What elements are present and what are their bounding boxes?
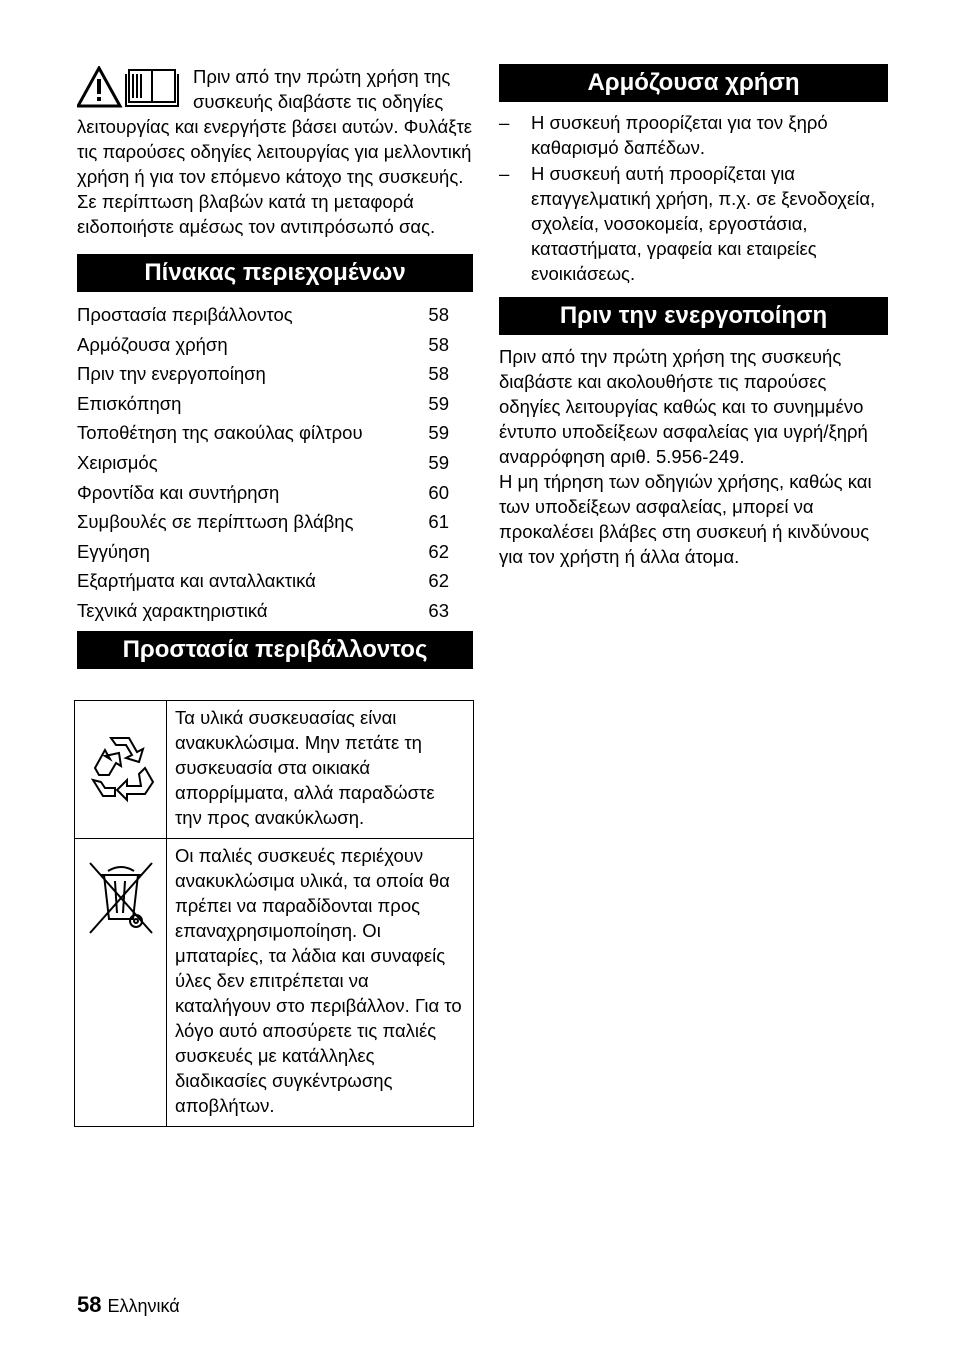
- page-footer: [77, 1292, 180, 1318]
- toc-entry-label: Αρμόζουσα χρήση: [77, 333, 228, 355]
- warning-triangle-icon: [78, 68, 120, 106]
- toc-entry-label: Εγγύηση: [77, 540, 150, 562]
- toc-entry-page: 59: [428, 392, 449, 414]
- left-column: [77, 64, 473, 1127]
- toc-entry-label: Προστασία περιβάλλοντος: [77, 304, 293, 325]
- toc-entry-label: Συμβουλές σε περίπτωση βλάβης: [77, 511, 354, 533]
- environment-table: [74, 700, 474, 1127]
- open-book-icon: [126, 70, 178, 106]
- toc-entry-label: Επισκόπηση: [77, 392, 182, 414]
- toc-entry-page: 62: [428, 540, 449, 562]
- toc-row: [77, 537, 473, 567]
- toc-entry-page: 60: [428, 481, 449, 503]
- recycling-icon-cell: [75, 700, 167, 838]
- bin-icon-cell: [75, 838, 167, 1126]
- proper-use-heading: Αρμόζουσα χρήση: [499, 64, 888, 102]
- before-start-paragraph-2: Η μη τήρηση των οδηγιών χρήσης, καθώς και των υποδείξεων ασφαλείας, μπορεί να προκαλέσει βλάβες στη συσκευή ή κινδύνους για τον χρήστη ή άλλα άτομα.: [499, 471, 872, 567]
- proper-use-item-text: Η συσκευή αυτή προορίζεται για επαγγελματική χρήση, π.χ. σε ξενοδοχεία, σχολεία, νοσοκομεία, εργοστάσια, καταστήματα, γραφεία και εταιρείες ενοικιάσεως.: [531, 163, 876, 284]
- toc-row: [77, 418, 473, 448]
- toc-entry-page: 58: [428, 304, 449, 325]
- list-dash: –: [499, 112, 510, 133]
- recycling-icon: [83, 728, 159, 804]
- right-column: [499, 64, 888, 569]
- disposal-text: Οι παλιές συσκευές περιέχουν ανακυκλώσιμα υλικά, τα οποία θα πρέπει να παραδίδονται προς επαναχρησιμοποίηση. Οι μπαταρίες, τα λάδια και συναφείς ύλες δεν επιτρέπεται να καταλήγουν στο περιβάλλον. Για το λόγο αυτό αποσύρετε τις παλιές συσκευές με κατάλληλες διαδικασίες συγκέντρωσης αποβλήτων.: [167, 838, 474, 1126]
- page-number: 58: [77, 1292, 102, 1317]
- toc-entry-label: Πριν την ενεργοποίηση: [77, 363, 266, 385]
- intro-icons: [77, 66, 179, 110]
- intro-paragraph-1: Πριν από την πρώτη χρήση της συσκευής διαβάστε τις οδηγίες λειτουργίας και ενεργήστε βάσει αυτών. Φυλάξτε τις παρούσες οδηγίες λειτουργίας για μελλοντική χρήση ή για τον επόμενο κάτοχο της συσκευής.: [77, 66, 473, 187]
- toc-row: [77, 300, 473, 330]
- list-dash: –: [499, 163, 510, 184]
- toc-entry-page: 63: [428, 599, 449, 621]
- proper-use-item: [499, 161, 888, 286]
- toc-row: [77, 478, 473, 508]
- proper-use-item-text: Η συσκευή προορίζεται για τον ξηρό καθαρισμό δαπέδων.: [531, 112, 828, 158]
- toc-row: [77, 566, 473, 596]
- toc-entry-label: Τεχνικά χαρακτηριστικά: [77, 599, 268, 621]
- intro-paragraph-2: Σε περίπτωση βλαβών κατά τη μεταφορά ειδοποιήστε αμέσως τον αντιπρόσωπό σας.: [77, 191, 436, 237]
- before-start-heading: Πριν την ενεργοποίηση: [499, 297, 888, 335]
- environment-heading: Προστασία περιβάλλοντος: [77, 631, 473, 669]
- toc-entry-page: 61: [428, 511, 449, 533]
- toc-entry-page: 59: [428, 451, 449, 473]
- toc-row: [77, 389, 473, 419]
- proper-use-list: [499, 110, 888, 286]
- toc-row: [77, 359, 473, 389]
- toc-heading: Πίνακας περιεχομένων: [77, 254, 473, 292]
- before-start-paragraph-1: Πριν από την πρώτη χρήση της συσκευής διαβάστε και ακολουθήστε τις παρούσες οδηγίες λειτουργίας καθώς και το συνημμένο έντυπο υποδείξεων ασφαλείας για υγρή/ξηρή αναρρόφηση αριθ. 5.956-249.: [499, 346, 868, 467]
- toc-row: [77, 330, 473, 360]
- toc-list: [77, 300, 473, 626]
- environment-row-disposal: [75, 838, 474, 1126]
- toc-entry-page: 58: [428, 333, 449, 355]
- toc-entry-label: Χειρισμός: [77, 451, 158, 473]
- toc-entry-page: 58: [428, 363, 449, 385]
- toc-entry-label: Εξαρτήματα και ανταλλακτικά: [77, 570, 316, 592]
- crossed-out-bin-icon: [86, 859, 156, 937]
- warning-manual-icon: [77, 66, 179, 108]
- toc-entry-label: Τοποθέτηση της σακούλας φίλτρου: [77, 422, 363, 444]
- toc-row: [77, 596, 473, 626]
- footer-language: Ελληνικά: [107, 1296, 180, 1316]
- toc-entry-page: 62: [428, 570, 449, 592]
- environment-row-recycling: [75, 700, 474, 838]
- recycling-text: Τα υλικά συσκευασίας είναι ανακυκλώσιμα. Μην πετάτε τη συσκευασία στα οικιακά απορρίμματα, αλλά παραδώστε την προς ανακύκλωση.: [167, 700, 474, 838]
- toc-entry-page: 59: [428, 422, 449, 444]
- proper-use-item: [499, 110, 888, 160]
- intro-section: [77, 64, 473, 239]
- toc-row: [77, 507, 473, 537]
- toc-entry-label: Φροντίδα και συντήρηση: [77, 481, 280, 503]
- toc-row: [77, 448, 473, 478]
